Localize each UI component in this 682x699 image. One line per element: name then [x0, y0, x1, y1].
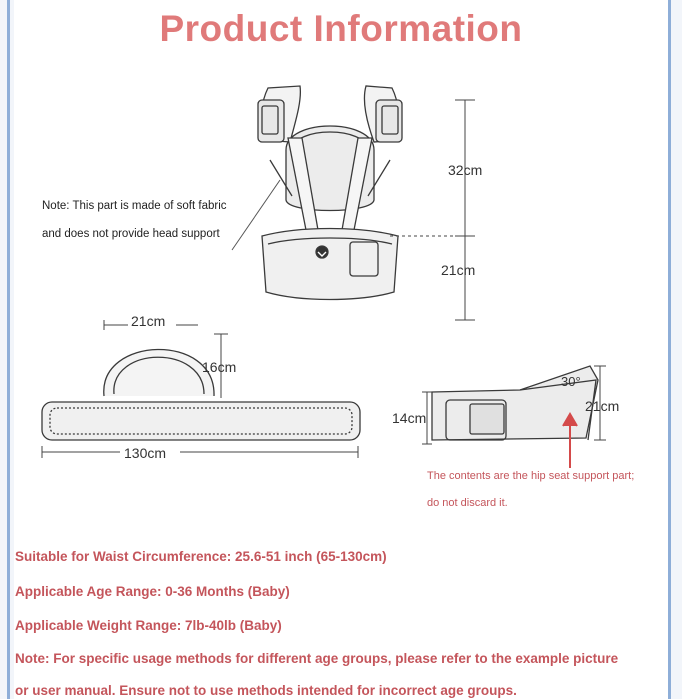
belt-length-label: 130cm — [124, 445, 167, 461]
seat-angle-label: 30° — [561, 374, 581, 389]
baby-carrier-illustration — [258, 86, 402, 300]
head-support-note-line1: Note: This part is made of soft fabric — [42, 200, 227, 212]
page-title: Product Information — [159, 8, 523, 49]
spec-age-range: Applicable Age Range: 0-36 Months (Baby) — [15, 584, 290, 599]
waist-belt-illustration — [42, 349, 360, 440]
seat-depth-label: 21cm — [585, 398, 620, 414]
seat-height-label: 14cm — [392, 410, 427, 426]
spec-usage-note-line2: or user manual. Ensure not to use methods intended for incorrect age groups. — [15, 683, 517, 698]
spec-usage-note-line1: Note: For specific usage methods for different age groups, please refer to the example picture — [15, 651, 619, 666]
spec-waist-circumference: Suitable for Waist Circumference: 25.6-51 inch (65-130cm) — [15, 549, 387, 564]
head-support-note-line2: and does not provide head support — [42, 228, 220, 240]
hip-seat-note-line2: do not discard it. — [427, 497, 508, 509]
cushion-width-label: 21cm — [131, 313, 166, 329]
hip-seat-note-line1: The contents are the hip seat support part; — [427, 470, 635, 482]
cushion-height-label: 16cm — [202, 359, 237, 375]
waist-height-label: 21cm — [441, 262, 476, 278]
spec-weight-range: Applicable Weight Range: 7lb-40lb (Baby) — [15, 618, 282, 633]
carrier-height-label: 32cm — [448, 162, 483, 178]
